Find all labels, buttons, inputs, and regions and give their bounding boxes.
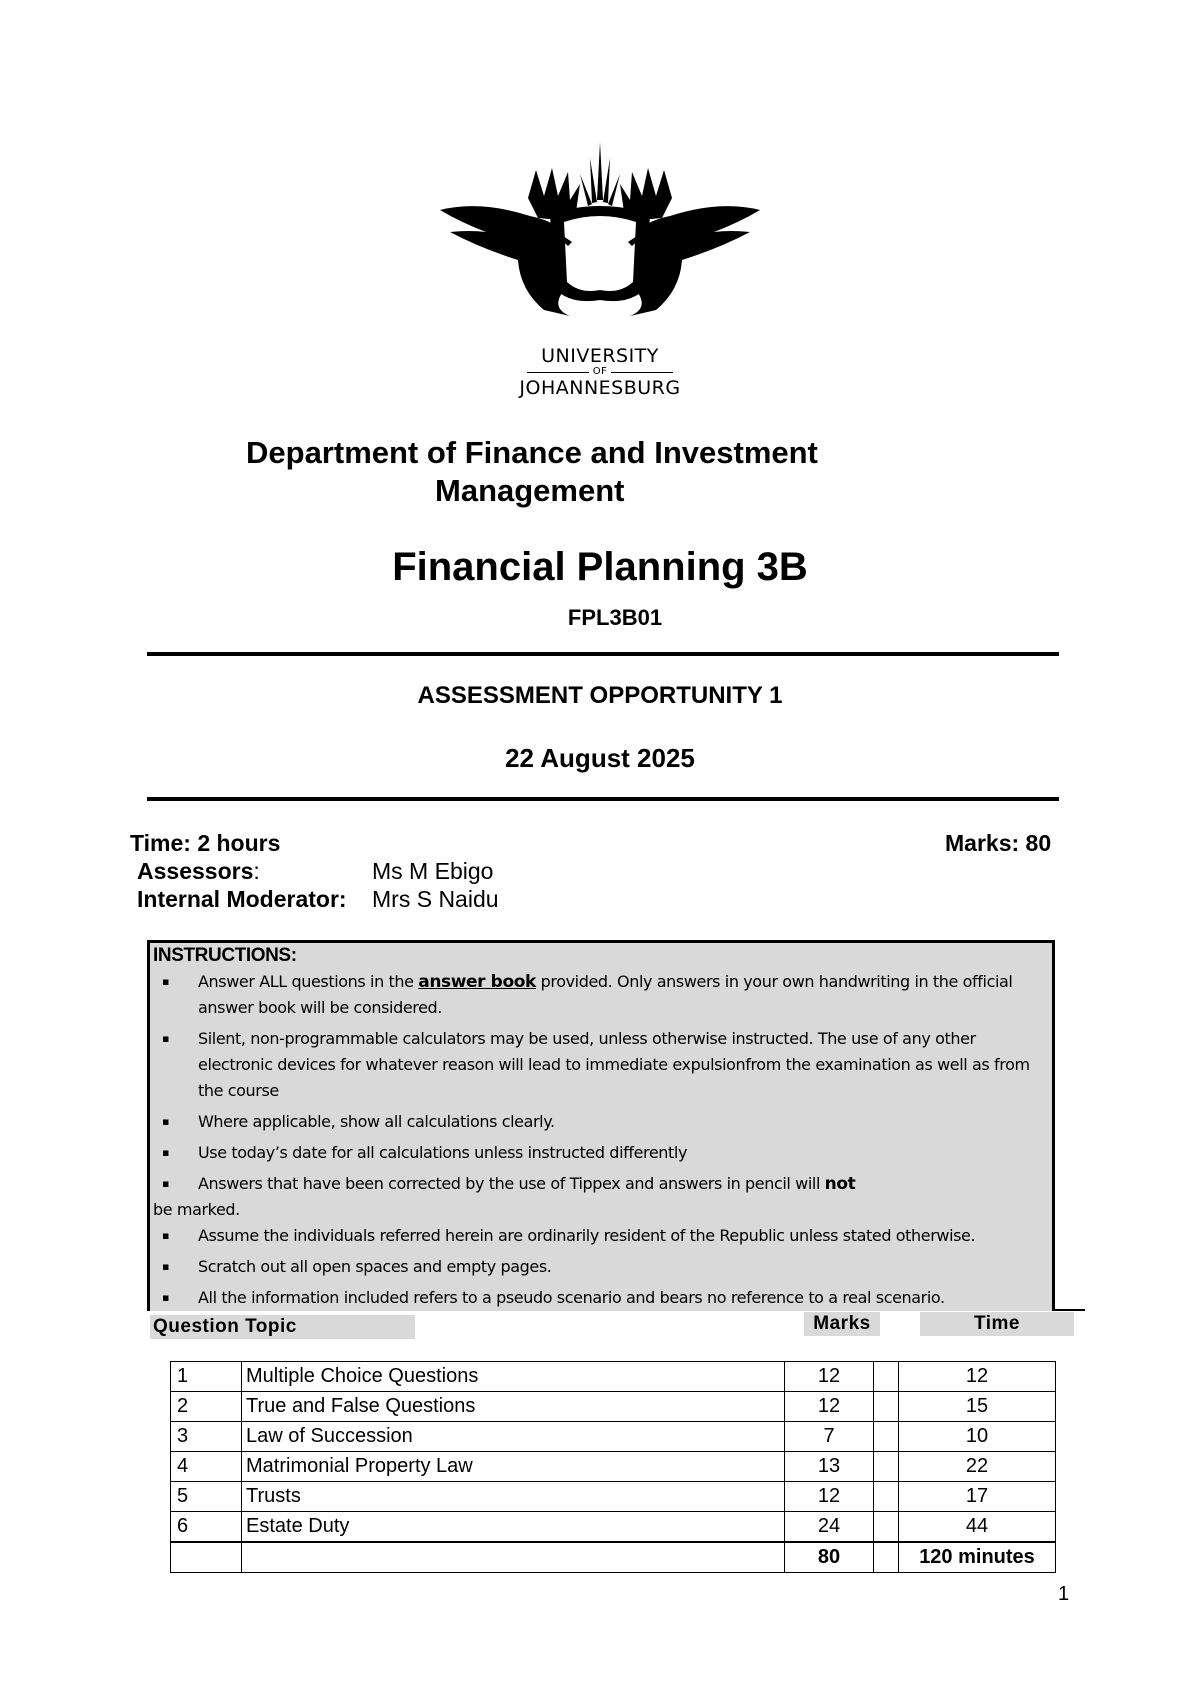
instruction-text: Silent, non-programmable calculators may be used, unless otherwise instructed. The use of any other electronic devices for whatever reason will lead to immediate expulsionfrom the examination as well as from the course [198, 1029, 1030, 1100]
row-time: 17 [899, 1482, 1056, 1512]
instruction-emphasis: answer book [418, 972, 536, 992]
row-time: 12 [899, 1362, 1056, 1392]
row-spacer [874, 1392, 899, 1422]
instructions-box [147, 940, 1055, 1311]
bullet-icon: ▪ [162, 1032, 170, 1045]
divider-bottom [147, 797, 1059, 801]
assessors-label-group [137, 858, 260, 885]
row-marks: 12 [785, 1392, 874, 1422]
row-spacer [874, 1512, 899, 1543]
row-number: 5 [171, 1482, 242, 1512]
department-title [200, 434, 920, 510]
moderator-value: Mrs S Naidu [372, 886, 499, 912]
instruction-text: Scratch out all open spaces and empty pages. [198, 1257, 552, 1276]
total-time: 120 minutes [899, 1542, 1056, 1573]
table-row [171, 1422, 1056, 1452]
total-spacer [874, 1542, 899, 1573]
divider-top [147, 652, 1059, 656]
university-of [500, 367, 700, 377]
row-number: 2 [171, 1392, 242, 1422]
table-row [171, 1392, 1056, 1422]
instruction-text: Use today’s date for all calculations unless instructed differently [198, 1143, 688, 1162]
row-topic: True and False Questions [242, 1392, 785, 1422]
header-marks: Marks [804, 1312, 880, 1336]
total-spacer [171, 1542, 242, 1573]
row-time: 10 [899, 1422, 1056, 1452]
bullet-icon: ▪ [162, 975, 170, 988]
university-line2: JOHANNESBURG [519, 377, 681, 399]
total-spacer [242, 1542, 785, 1573]
header-time: Time [920, 1312, 1074, 1336]
row-time: 44 [899, 1512, 1056, 1543]
row-number: 4 [171, 1452, 242, 1482]
table-row [171, 1512, 1056, 1543]
moderator-label: Internal Moderator: [137, 886, 347, 912]
instruction-item-continued: be marked. [153, 1200, 240, 1219]
row-marks: 13 [785, 1452, 874, 1482]
exam-time: Time: 2 hours [130, 830, 281, 856]
table-row [171, 1482, 1056, 1512]
instruction-text: Where applicable, show all calculations clearly. [198, 1112, 555, 1131]
instruction-text: provided. Only answers in your own handwriting in the official answer book will be considered. [198, 972, 1013, 1017]
table-row [171, 1362, 1056, 1392]
instruction-item [150, 1026, 1052, 1104]
exam-marks: Marks: 80 [945, 830, 1052, 856]
row-number: 1 [171, 1362, 242, 1392]
bullet-icon: ▪ [162, 1146, 170, 1159]
row-topic: Law of Succession [242, 1422, 785, 1452]
total-marks: 80 [785, 1542, 874, 1573]
instructions-list [150, 969, 1052, 1311]
university-of-text: OF [592, 366, 608, 377]
row-spacer [874, 1452, 899, 1482]
assessment-title: ASSESSMENT OPPORTUNITY 1 [417, 682, 783, 709]
row-topic: Trusts [242, 1482, 785, 1512]
assessors-label: Assessors [137, 858, 254, 884]
row-spacer [874, 1482, 899, 1512]
instruction-item [150, 1285, 1052, 1311]
university-emblem [440, 140, 760, 320]
instructions-heading: INSTRUCTIONS: [153, 945, 297, 966]
row-number: 6 [171, 1512, 242, 1543]
instruction-text: Answers that have been corrected by the use of Tippex and answers in pencil will [198, 1174, 825, 1193]
instruction-item [150, 1171, 1052, 1197]
instruction-item [150, 1223, 1052, 1249]
row-marks: 24 [785, 1512, 874, 1543]
row-spacer [874, 1422, 899, 1452]
instruction-item [150, 1254, 1052, 1280]
assessors-colon: : [253, 858, 260, 884]
row-spacer [874, 1362, 899, 1392]
row-marks: 7 [785, 1422, 874, 1452]
bullet-icon: ▪ [162, 1229, 170, 1242]
instruction-text: All the information included refers to a pseudo scenario and bears no reference to a real scenario. [198, 1288, 945, 1307]
bullet-icon: ▪ [162, 1260, 170, 1273]
row-time: 22 [899, 1452, 1056, 1482]
instruction-text: Answer ALL questions in the [198, 972, 419, 991]
row-marks: 12 [785, 1482, 874, 1512]
row-number: 3 [171, 1422, 242, 1452]
instruction-text: Assume the individuals referred herein are ordinarily resident of the Republic unless stated otherwise. [198, 1226, 976, 1245]
course-code: FPL3B01 [567, 605, 663, 630]
questions-table [170, 1361, 1056, 1573]
instruction-item [150, 1140, 1052, 1166]
course-title: Financial Planning 3B [392, 545, 808, 589]
row-topic: Multiple Choice Questions [242, 1362, 785, 1392]
row-topic: Matrimonial Property Law [242, 1452, 785, 1482]
department-line2: Management [435, 473, 625, 508]
row-topic: Estate Duty [242, 1512, 785, 1543]
instruction-item [150, 969, 1052, 1021]
row-marks: 12 [785, 1362, 874, 1392]
table-row [171, 1452, 1056, 1482]
bullet-icon: ▪ [162, 1177, 170, 1190]
assessment-date: 22 August 2025 [505, 743, 695, 773]
header-question-topic: Question Topic [150, 1315, 415, 1339]
university-line1: UNIVERSITY [541, 345, 659, 367]
department-line1: Department of Finance and Investment [246, 435, 818, 470]
instruction-item [150, 1109, 1052, 1135]
university-wordmark [500, 345, 700, 399]
bullet-icon: ▪ [162, 1115, 170, 1128]
bullet-icon: ▪ [162, 1291, 170, 1304]
row-time: 15 [899, 1392, 1056, 1422]
assessors-value: Ms M Ebigo [372, 858, 494, 884]
table-total-row [171, 1542, 1056, 1573]
instruction-emphasis: not [824, 1174, 856, 1194]
page-number: 1 [1058, 1583, 1070, 1605]
instructions-underline [1055, 1309, 1085, 1311]
